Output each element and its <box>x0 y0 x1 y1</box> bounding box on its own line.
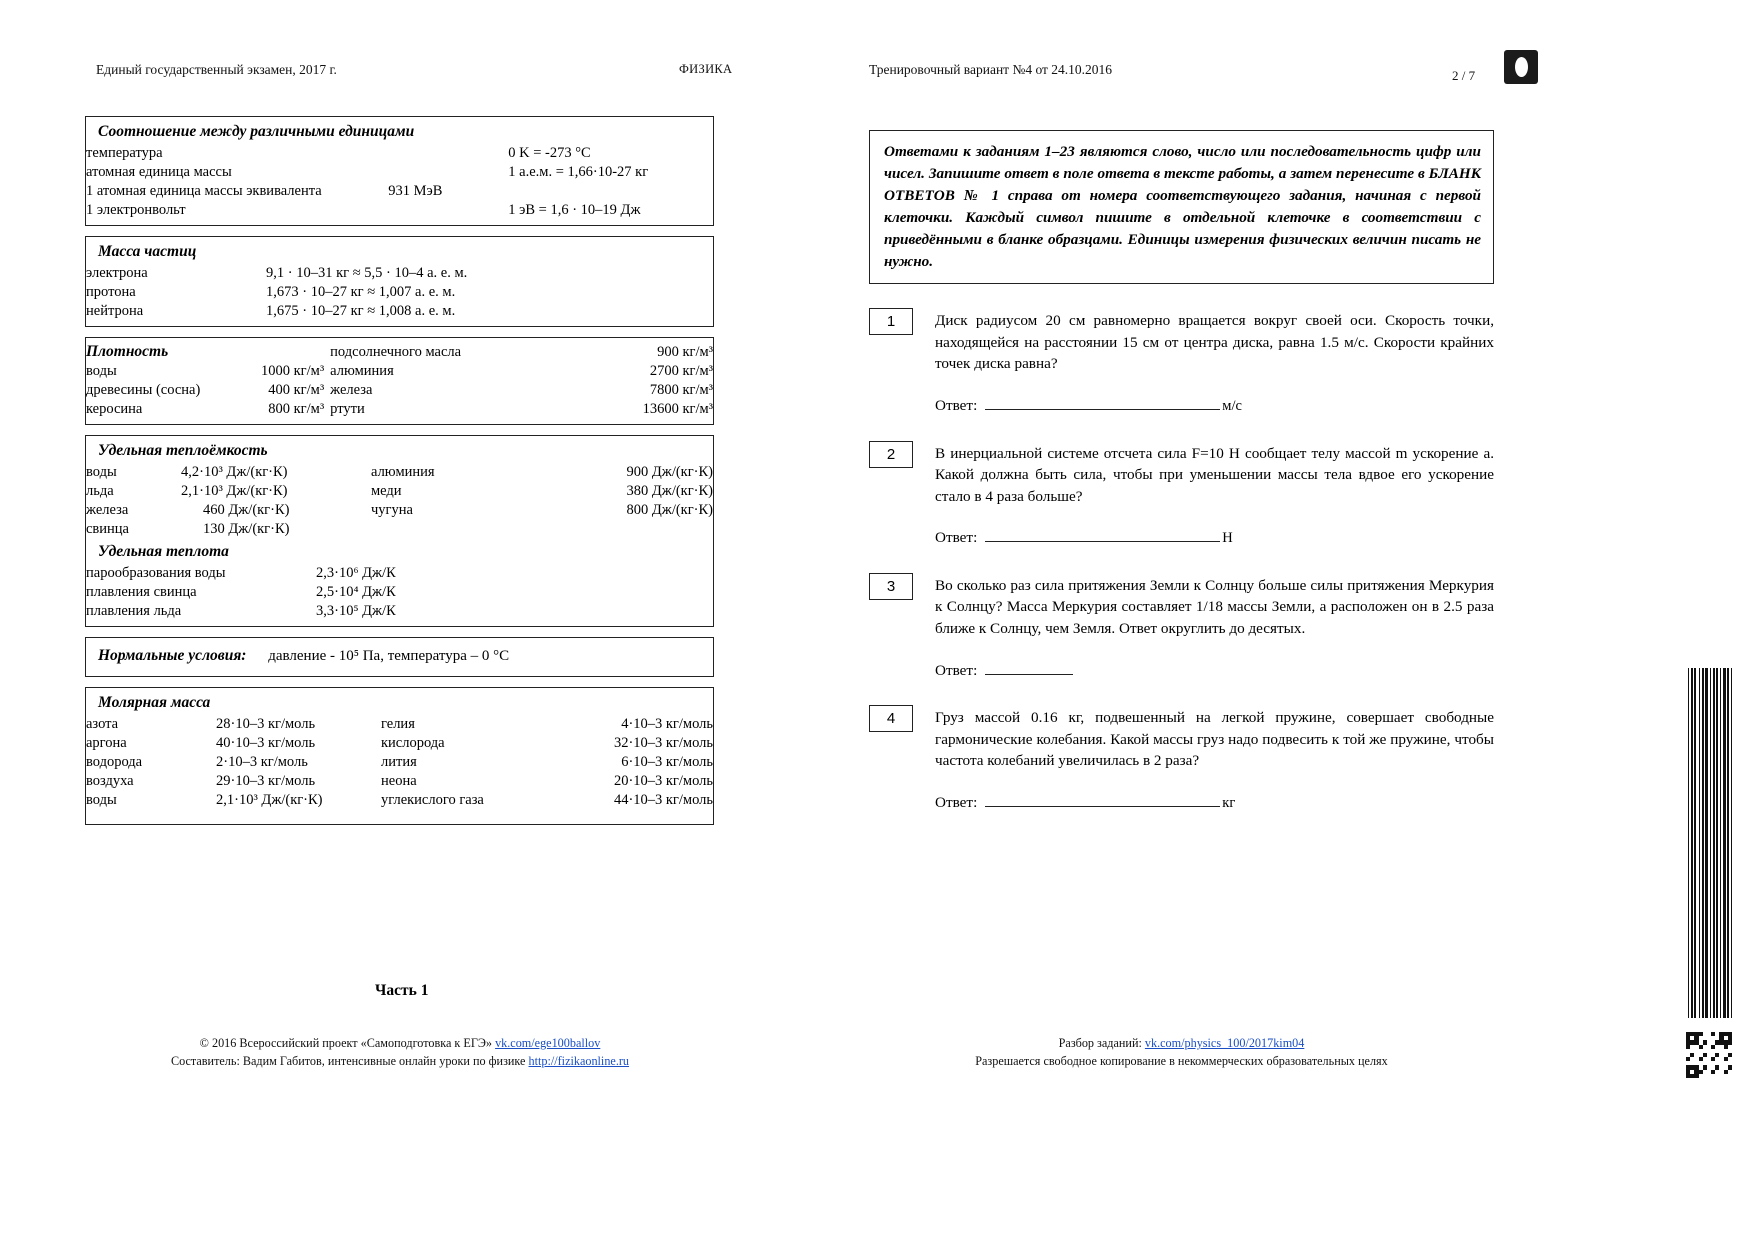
molar-row-3-label2: неона <box>381 773 417 789</box>
task-4-answer-unit: кг <box>1222 794 1236 811</box>
mass-box-title: Масса частиц <box>98 243 197 260</box>
mass-row-1-label: протона <box>86 284 136 300</box>
table-row <box>86 463 713 482</box>
table-row <box>86 381 713 400</box>
heat-row-0-label2: алюминия <box>371 464 435 480</box>
task-2-answer-input[interactable] <box>985 527 1220 542</box>
task-3 <box>869 575 1494 681</box>
heat-row-3-value1: 130 Дж/(кг·К) <box>203 521 290 537</box>
instruction-box: Ответами к заданиям 1–23 являются слово, число или последовательность цифр или чисел. Запишите ответ в поле ответа в тексте работы, а затем перенесите в БЛАНК ОТВЕТОВ № 1 справа от номера соответствующего задания, начиная с первой клеточки. Каждый символ пишите в отдельной клеточке в соответствии с приведёнными в бланке образцами. Единицы измерения физических величин писать не нужно. <box>869 130 1494 284</box>
heat-box <box>85 435 714 627</box>
units-row-3-value: 1 эВ = 1,6 · 10–19 Дж <box>508 202 641 218</box>
latent-row-2-value: 3,3·10⁵ Дж/К <box>316 603 396 619</box>
table-row <box>86 163 713 182</box>
heat-row-3-value2 <box>516 520 713 539</box>
latent-row-1-label: плавления свинца <box>86 584 197 600</box>
heat-row-2-label2: чугуна <box>371 502 413 518</box>
task-4-answer <box>935 792 1494 814</box>
footer-right-line-1 <box>869 1034 1494 1052</box>
header-variant: Тренировочный вариант №4 от 24.10.2016 <box>869 62 1113 77</box>
mass-row-0-value: 9,1 · 10–31 кг ≈ 5,5 · 10–4 а. е. м. <box>266 265 468 281</box>
molar-row-1-label2: кислорода <box>381 735 445 751</box>
heat-capacity-title: Удельная теплоёмкость <box>98 442 268 459</box>
footer-left-line-2 <box>85 1052 715 1070</box>
task-4-answer-label: Ответ: <box>935 793 978 811</box>
density-title-row-value: 900 кг/м³ <box>657 344 713 360</box>
page-number: 2 / 7 <box>1452 68 1476 83</box>
heat-row-1-value2: 380 Дж/(кг·К) <box>626 483 713 499</box>
task-2-answer <box>935 527 1494 549</box>
density-row-1-label1: древесины (сосна) <box>86 382 201 398</box>
heat-row-0-label1: воды <box>86 464 117 480</box>
task-2-text: В инерциальной системе отсчета сила F=10 H сообщает телу массой m ускорение a. Какой должна быть сила, чтобы при уменьшении массы тела вдвое его ускорение стало в 4 раза больше? <box>935 444 1494 505</box>
table-row <box>86 583 713 602</box>
molar-row-1-value1: 40·10–3 кг/моль <box>216 735 316 751</box>
header-subject: ФИЗИКА <box>679 62 733 76</box>
heat-row-0-value1: 4,2·10³ Дж/(кг·К) <box>181 464 288 480</box>
latent-row-0-value: 2,3·10⁶ Дж/К <box>316 565 396 581</box>
task-1-number: 1 <box>869 308 913 335</box>
footer-right-line-2: Разрешается свободное копирование в некоммерческих образовательных целях <box>975 1054 1388 1069</box>
molar-row-3-value1: 29·10–3 кг/моль <box>216 773 316 789</box>
units-box-title: Соотношение между различными единицами <box>98 123 415 140</box>
molar-row-0-value1: 28·10–3 кг/моль <box>216 716 316 732</box>
density-row-2-label2: железа <box>330 382 373 398</box>
table-row <box>86 520 713 539</box>
table-row <box>86 182 713 201</box>
density-row-1-value1: 400 кг/м³ <box>268 382 325 398</box>
heat-row-2-value2: 800 Дж/(кг·К) <box>626 502 713 518</box>
task-3-answer-label: Ответ: <box>935 661 978 679</box>
molar-row-0-label2: гелия <box>381 716 415 732</box>
task-3-number: 3 <box>869 573 913 600</box>
table-row <box>86 201 713 220</box>
density-row-2-value1: 800 кг/м³ <box>268 401 325 417</box>
density-row-0-value1: 1000 кг/м³ <box>261 363 325 379</box>
molar-row-2-value2: 6·10–3 кг/моль <box>621 754 713 770</box>
molar-mass-title: Молярная масса <box>98 694 211 711</box>
footer-right-link-1[interactable]: vk.com/physics_100/2017kim04 <box>1144 1036 1305 1050</box>
molar-row-1-value2: 32·10–3 кг/моль <box>613 735 713 751</box>
table-row <box>86 362 713 381</box>
mass-row-2-value: 1,675 · 10–27 кг ≈ 1,008 а. е. м. <box>266 303 456 319</box>
task-1-answer-label: Ответ: <box>935 396 978 414</box>
units-row-1-label: атомная единица массы <box>86 164 232 180</box>
table-row <box>86 482 713 501</box>
qr-code-icon <box>1686 1032 1732 1078</box>
footer-right <box>869 1034 1494 1071</box>
units-row-2-value: 931 МэВ <box>388 183 443 199</box>
density-box-title: Плотность <box>86 343 169 360</box>
molar-row-4-label2: углекислого газа <box>381 792 484 808</box>
task-2-number: 2 <box>869 441 913 468</box>
task-2-answer-unit: H <box>1222 530 1233 547</box>
footer-left-line-1 <box>85 1034 715 1052</box>
table-row <box>86 772 713 791</box>
density-row-3-label2: ртути <box>330 401 365 417</box>
density-row-3-value2: 13600 кг/м³ <box>642 401 713 417</box>
molar-row-2-value1: 2·10–3 кг/моль <box>216 754 308 770</box>
molar-mass-box <box>85 687 714 825</box>
latent-heat-title: Удельная теплота <box>98 543 229 560</box>
units-row-2-label: 1 атомная единица массы эквивалента <box>86 183 322 199</box>
task-2-answer-label: Ответ: <box>935 529 978 547</box>
heat-row-1-value1: 2,1·10³ Дж/(кг·К) <box>181 483 288 499</box>
table-row <box>86 734 713 753</box>
normal-conditions-title: Нормальные условия: <box>98 647 247 664</box>
heat-row-2-value1: 460 Дж/(кг·К) <box>203 502 290 518</box>
latent-row-2-label: плавления льда <box>86 603 182 619</box>
density-box <box>85 337 714 425</box>
task-1-answer-input[interactable] <box>985 395 1220 410</box>
density-row-1-label2: алюминия <box>330 363 394 379</box>
mass-box <box>85 236 714 327</box>
footer-left-link-2[interactable]: http://fizikaonline.ru <box>528 1054 630 1069</box>
task-4-text: Груз массой 0.16 кг, подвешенный на легкой пружине, совершает свободные гармонические колебания. Какой массы груз надо подвесить к той же пружине, чтобы частота колебаний увеличилась в 2 раза? <box>935 709 1494 770</box>
task-1-text: Диск радиусом 20 см равномерно вращается вокруг своей оси. Скорость точки, находящейся на расстоянии 15 см от центра диска, равна 1.5 м/с. Скорости крайних точек диска равна? <box>935 312 1494 373</box>
task-3-text: Во сколько раз сила притяжения Земли к Солнцу больше силы притяжения Меркурия к Солнцу? Масса Меркурия составляет 1/18 массы Земли, а расположен он в 2.5 раза ближе к Солнцу, чем Земля. Ответ округлить до десятых. <box>935 576 1494 637</box>
reference-column <box>85 116 714 835</box>
mass-row-1-value: 1,673 · 10–27 кг ≈ 1,007 а. е. м. <box>266 284 456 300</box>
density-row-2-value2: 7800 кг/м³ <box>649 382 713 398</box>
units-row-1-value: 1 а.е.м. = 1,66·10-27 кг <box>508 164 649 180</box>
barcode-icon <box>1688 668 1732 1018</box>
task-2 <box>869 443 1494 549</box>
task-3-answer-input[interactable] <box>985 660 1073 675</box>
table-row <box>86 400 713 419</box>
heat-row-3-label2 <box>371 520 516 539</box>
molar-row-2-label2: лития <box>381 754 417 770</box>
footer-left-text-2: Составитель: Вадим Габитов, интенсивные онлайн уроки по физике <box>170 1054 526 1069</box>
units-row-3-label: 1 электронвольт <box>86 202 186 218</box>
heat-row-1-label1: льда <box>86 483 114 499</box>
molar-row-4-value1: 2,1·10³ Дж/(кг·К) <box>216 792 323 808</box>
molar-row-3-label1: воздуха <box>86 773 134 789</box>
molar-row-4-value2: 44·10–3 кг/моль <box>613 792 713 808</box>
heat-row-3-label1: свинца <box>86 521 129 537</box>
heat-row-1-label2: меди <box>371 483 402 499</box>
molar-row-0-label1: азота <box>86 716 119 732</box>
exam-logo-icon <box>1504 50 1538 84</box>
footer-left-link-1[interactable]: vk.com/ege100ballov <box>495 1036 601 1050</box>
task-1 <box>869 310 1494 416</box>
table-row <box>86 144 713 163</box>
task-3-answer <box>935 660 1494 682</box>
header-left-text: Единый государственный экзамен, 2017 г. <box>96 62 337 77</box>
units-box <box>85 116 714 226</box>
latent-row-1-value: 2,5·10⁴ Дж/К <box>316 584 396 600</box>
table-row <box>86 715 713 734</box>
footer-right-text-1: Разбор заданий: <box>1058 1036 1142 1050</box>
heat-row-0-value2: 900 Дж/(кг·К) <box>626 464 713 480</box>
table-row <box>86 342 713 362</box>
molar-row-4-label1: воды <box>86 792 117 808</box>
table-row <box>86 564 713 583</box>
table-row <box>86 753 713 772</box>
table-row <box>86 791 713 810</box>
table-row <box>86 302 713 321</box>
task-4-number: 4 <box>869 705 913 732</box>
mass-row-2-label: нейтрона <box>86 303 144 319</box>
molar-row-0-value2: 4·10–3 кг/моль <box>621 716 713 732</box>
density-title-row-label: подсолнечного масла <box>330 344 462 360</box>
task-1-answer <box>935 395 1494 417</box>
normal-conditions-value: давление - 10⁵ Па, температура – 0 °С <box>268 648 510 664</box>
density-row-2-label1: керосина <box>86 401 143 417</box>
task-4 <box>869 707 1494 813</box>
units-row-0-label: температура <box>86 145 163 161</box>
density-row-1-value2: 2700 кг/м³ <box>649 363 713 379</box>
table-row <box>86 501 713 520</box>
table-row <box>86 602 713 621</box>
table-row <box>86 283 713 302</box>
table-row <box>86 264 713 283</box>
molar-row-1-label1: аргона <box>86 735 127 751</box>
task-4-answer-input[interactable] <box>985 792 1220 807</box>
part-title: Часть 1 <box>375 982 429 999</box>
footer-left-text-1: © 2016 Всероссийский проект «Самоподготовка к ЕГЭ» <box>199 1036 493 1050</box>
heat-row-2-label1: железа <box>86 502 129 518</box>
task-1-answer-unit: м/с <box>1222 397 1242 414</box>
mass-row-0-label: электрона <box>86 265 148 281</box>
units-row-0-value: 0 K = -273 °C <box>508 145 591 161</box>
tasks-column <box>869 130 1494 813</box>
density-row-0-label1: воды <box>86 363 117 379</box>
footer-left <box>85 1034 715 1071</box>
molar-row-3-value2: 20·10–3 кг/моль <box>613 773 713 789</box>
molar-row-2-label1: водорода <box>86 754 143 770</box>
latent-row-0-label: парообразования воды <box>86 565 226 581</box>
normal-conditions-box <box>85 637 714 677</box>
